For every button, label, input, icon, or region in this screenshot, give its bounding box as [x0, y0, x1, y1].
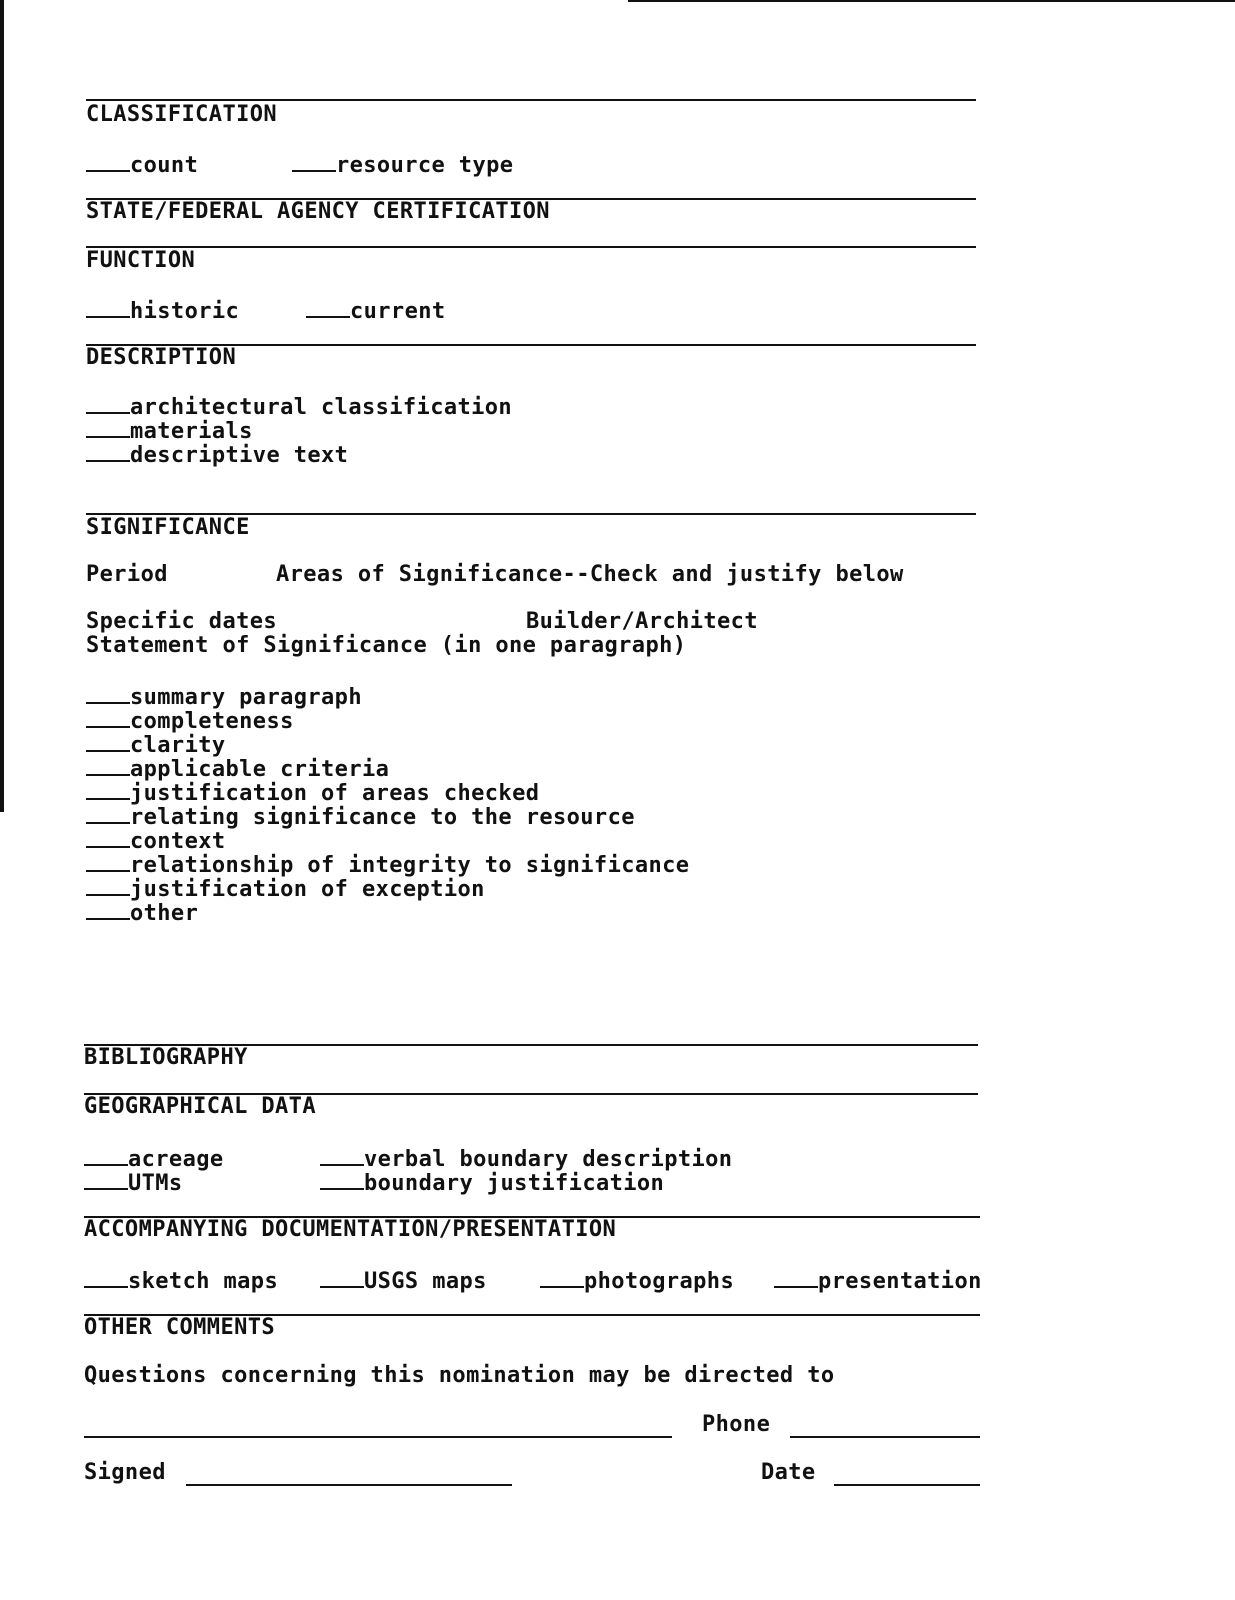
classification-item-count[interactable]	[86, 150, 198, 178]
section-rule	[86, 99, 976, 101]
item-label: presentation	[818, 1269, 982, 1294]
check-blank[interactable]	[86, 754, 130, 776]
scan-edge-left	[0, 0, 4, 812]
classification-item-resource-type[interactable]	[292, 150, 513, 178]
geographical-item-utms[interactable]	[84, 1168, 183, 1196]
specific-dates-label: Specific dates	[86, 609, 278, 634]
statement-label: Statement of Significance (in one paragraph)	[86, 633, 687, 658]
check-blank[interactable]	[320, 1144, 364, 1166]
check-blank[interactable]	[86, 416, 130, 438]
questions-text: Questions concerning this nomination may be directed to	[84, 1363, 835, 1388]
item-label: architectural classification	[130, 395, 513, 420]
item-label: other	[130, 901, 199, 926]
significance-heading: SIGNIFICANCE	[86, 515, 250, 540]
geographical-item-boundary-justification[interactable]	[320, 1168, 664, 1196]
period-label: Period	[86, 562, 168, 587]
item-label: justification of exception	[130, 877, 485, 902]
function-heading: FUNCTION	[86, 248, 196, 273]
check-blank[interactable]	[86, 440, 130, 462]
item-label: resource type	[336, 153, 514, 178]
description-heading: DESCRIPTION	[86, 345, 237, 370]
item-label: verbal boundary description	[364, 1147, 733, 1172]
documentation-heading: ACCOMPANYING DOCUMENTATION/PRESENTATION	[84, 1217, 617, 1242]
check-blank[interactable]	[292, 150, 336, 172]
check-blank[interactable]	[86, 150, 130, 172]
item-label: acreage	[128, 1147, 224, 1172]
check-blank[interactable]	[86, 296, 130, 318]
check-blank[interactable]	[86, 826, 130, 848]
check-blank[interactable]	[84, 1266, 128, 1288]
signed-label: Signed	[84, 1460, 166, 1485]
item-label: justification of areas checked	[130, 781, 540, 806]
builder-architect-label: Builder/Architect	[526, 609, 758, 634]
significance-item[interactable]	[86, 898, 198, 926]
check-blank[interactable]	[86, 802, 130, 824]
item-label: descriptive text	[130, 443, 349, 468]
check-blank[interactable]	[86, 898, 130, 920]
date-field[interactable]	[834, 1484, 980, 1486]
item-label: clarity	[130, 733, 226, 758]
check-blank[interactable]	[86, 874, 130, 896]
item-label: boundary justification	[364, 1171, 665, 1196]
phone-label: Phone	[702, 1412, 771, 1437]
check-blank[interactable]	[86, 682, 130, 704]
check-blank[interactable]	[84, 1144, 128, 1166]
item-label: relating significance to the resource	[130, 805, 635, 830]
item-label: photographs	[584, 1269, 735, 1294]
section-rule	[86, 246, 976, 248]
description-item[interactable]	[86, 440, 348, 468]
documentation-item-presentation[interactable]	[774, 1266, 982, 1294]
areas-label: Areas of Significance--Check and justify below	[276, 562, 904, 587]
check-blank[interactable]	[320, 1168, 364, 1190]
item-label: historic	[130, 299, 240, 324]
item-label: materials	[130, 419, 253, 444]
check-blank[interactable]	[540, 1266, 584, 1288]
check-blank[interactable]	[320, 1266, 364, 1288]
date-label: Date	[761, 1460, 816, 1485]
item-label: current	[350, 299, 446, 324]
documentation-item-photographs[interactable]	[540, 1266, 734, 1294]
check-blank[interactable]	[86, 730, 130, 752]
check-blank[interactable]	[86, 392, 130, 414]
item-label: sketch maps	[128, 1269, 279, 1294]
check-blank[interactable]	[86, 850, 130, 872]
comments-heading: OTHER COMMENTS	[84, 1315, 276, 1340]
item-label: summary paragraph	[130, 685, 362, 710]
documentation-item-usgs-maps[interactable]	[320, 1266, 487, 1294]
phone-field[interactable]	[790, 1436, 980, 1438]
certification-heading: STATE/FEDERAL AGENCY CERTIFICATION	[86, 199, 550, 224]
function-item-current[interactable]	[306, 296, 446, 324]
item-label: count	[130, 153, 199, 178]
contact-name-field[interactable]	[84, 1436, 672, 1438]
bibliography-heading: BIBLIOGRAPHY	[84, 1045, 248, 1070]
function-item-historic[interactable]	[86, 296, 239, 324]
item-label: UTMs	[128, 1171, 183, 1196]
check-blank[interactable]	[84, 1168, 128, 1190]
geographical-heading: GEOGRAPHICAL DATA	[84, 1094, 316, 1119]
documentation-item-sketch-maps[interactable]	[84, 1266, 278, 1294]
check-blank[interactable]	[306, 296, 350, 318]
check-blank[interactable]	[774, 1266, 818, 1288]
signature-field[interactable]	[186, 1484, 512, 1486]
item-label: completeness	[130, 709, 294, 734]
item-label: context	[130, 829, 226, 854]
check-blank[interactable]	[86, 778, 130, 800]
classification-heading: CLASSIFICATION	[86, 102, 278, 127]
scan-edge-top	[628, 0, 1235, 2]
check-blank[interactable]	[86, 706, 130, 728]
item-label: USGS maps	[364, 1269, 487, 1294]
item-label: applicable criteria	[130, 757, 390, 782]
item-label: relationship of integrity to significance	[130, 853, 690, 878]
